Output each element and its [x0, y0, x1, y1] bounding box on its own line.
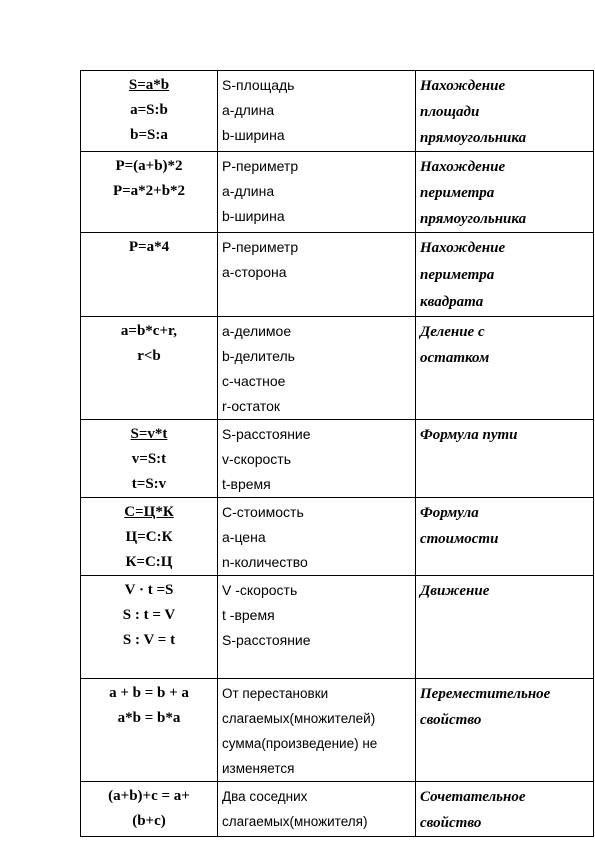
formula-cell — [81, 498, 218, 576]
description-line: a-сторона — [222, 264, 287, 280]
title-cell — [416, 152, 594, 233]
title-line: Нахождение — [420, 78, 506, 94]
table-row — [81, 317, 594, 420]
formula: К=С:Ц — [125, 554, 173, 570]
title-line: периметра — [420, 267, 495, 283]
title-line: периметра — [420, 185, 495, 201]
description-line: P-периметр — [222, 158, 299, 174]
table-row — [81, 420, 594, 498]
description-line: b-делитель — [222, 348, 295, 364]
title-cell — [416, 679, 594, 782]
title-cell — [416, 782, 594, 837]
formula: P=a*4 — [128, 239, 170, 255]
formula: a=S:b — [130, 102, 168, 118]
title-line: Сочетательное — [420, 789, 526, 805]
description-line: r-остаток — [222, 398, 281, 414]
formula: S=a*b — [128, 77, 170, 93]
formula: a*b = b*a — [117, 710, 181, 726]
description-line: a-длина — [222, 102, 275, 118]
formula: b=S:a — [130, 127, 168, 143]
formula: t=S:v — [131, 476, 167, 492]
title-cell — [416, 233, 594, 317]
title-line: Формула пути — [420, 427, 518, 443]
description-line: c-частное — [222, 373, 286, 389]
title-line: Нахождение — [420, 159, 506, 175]
description-line: t -время — [222, 607, 275, 623]
description-line: b-ширина — [222, 208, 285, 224]
description-line: t-время — [222, 476, 271, 492]
table-row — [81, 576, 594, 679]
formula-cell — [81, 576, 218, 679]
title-line: Переместительное — [420, 686, 551, 702]
formula: P=a*2+b*2 — [112, 183, 186, 199]
title-cell — [416, 420, 594, 498]
description-line: b-ширина — [222, 127, 285, 143]
formula: a=b*c+r, — [120, 323, 178, 339]
formula: (a+b)+c = a+ — [108, 788, 190, 804]
table-row — [81, 233, 594, 317]
table-row — [81, 498, 594, 576]
description-line: n-количество — [222, 554, 308, 570]
table-row — [81, 152, 594, 233]
description-line: v-скорость — [222, 451, 292, 467]
description-cell — [218, 152, 416, 233]
formula: r<b — [137, 348, 161, 364]
formula: v=S:t — [131, 451, 167, 467]
title-cell — [416, 498, 594, 576]
formula: (b+c) — [132, 813, 166, 829]
formula-cell — [81, 420, 218, 498]
formulas-table — [80, 70, 594, 837]
description-line: S-расстояние — [222, 426, 311, 442]
formula: S : V = t — [122, 632, 176, 648]
description-cell — [218, 317, 416, 420]
title-line: площади — [420, 104, 480, 120]
description-cell — [218, 576, 416, 679]
description-line: a-делимое — [222, 323, 292, 339]
description-line: a-длина — [222, 183, 275, 199]
title-line: Формула — [420, 505, 479, 521]
title-line: Нахождение — [420, 240, 506, 256]
title-line: свойство — [420, 815, 482, 831]
description-line: изменяется — [222, 761, 295, 776]
description-line: слагаемых(множителя) — [222, 814, 368, 829]
formula-cell — [81, 233, 218, 317]
description-cell — [218, 71, 416, 152]
formula-cell — [81, 152, 218, 233]
title-cell — [416, 317, 594, 420]
description-line: От перестановки — [222, 686, 329, 701]
table-row — [81, 679, 594, 782]
description-line: P-периметр — [222, 239, 299, 255]
description-line: слагаемых(множителей) — [222, 711, 376, 726]
formula: P=(a+b)*2 — [115, 158, 183, 174]
title-line: Деление с — [420, 324, 485, 340]
description-line: V -скорость — [222, 582, 298, 598]
table-row — [81, 782, 594, 837]
description-line: С-стоимость — [222, 504, 304, 520]
formula-cell — [81, 679, 218, 782]
formula: a + b = b + a — [109, 685, 189, 701]
title-cell — [416, 71, 594, 152]
formula: Ц=С:К — [125, 529, 173, 545]
description-line: S-площадь — [222, 77, 295, 93]
table-row — [81, 71, 594, 152]
description-line: S-расстояние — [222, 632, 311, 648]
formula-cell — [81, 317, 218, 420]
formula: С=Ц*К — [124, 504, 174, 520]
description-cell — [218, 782, 416, 837]
title-line: квадрата — [420, 294, 484, 310]
description-cell — [218, 420, 416, 498]
formula-cell — [81, 71, 218, 152]
formula: S=v*t — [130, 426, 168, 442]
title-line: свойство — [420, 712, 482, 728]
description-cell — [218, 498, 416, 576]
description-line: а-цена — [222, 529, 266, 545]
title-cell — [416, 576, 594, 679]
title-line: прямоугольника — [420, 130, 527, 146]
formula: V · t =S — [124, 582, 174, 598]
description-cell — [218, 233, 416, 317]
description-cell — [218, 679, 416, 782]
description-line: сумма(произведение) не — [222, 736, 378, 751]
title-line: стоимости — [420, 531, 499, 547]
formula: S : t = V — [122, 607, 176, 623]
title-line: прямоугольника — [420, 211, 527, 227]
title-line: остатком — [420, 350, 490, 366]
formula-cell — [81, 782, 218, 837]
title-line: Движение — [420, 583, 490, 599]
description-line: Два соседних — [222, 789, 308, 804]
